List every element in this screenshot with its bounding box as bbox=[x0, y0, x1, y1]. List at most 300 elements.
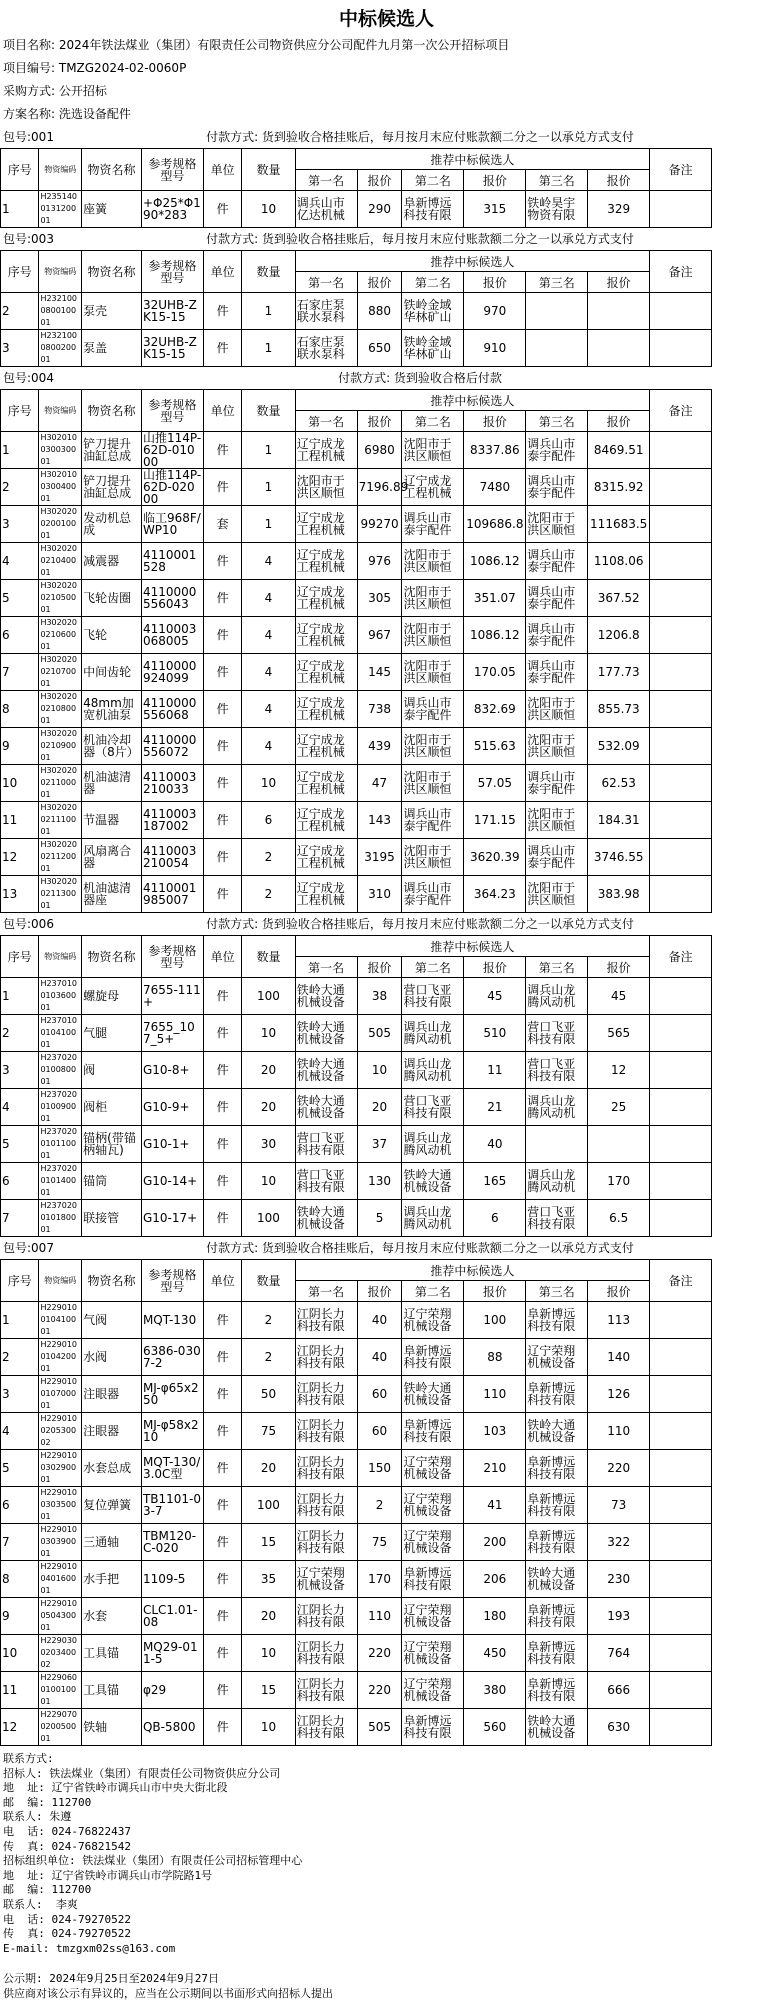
row-name: 减震器 bbox=[82, 543, 142, 580]
header-code: 物资编码 bbox=[39, 149, 82, 191]
third-price: 177.73 bbox=[588, 654, 650, 691]
row-unit: 件 bbox=[203, 765, 241, 802]
package-header bbox=[0, 913, 773, 935]
second-price: 41 bbox=[464, 1487, 526, 1524]
row-seq: 7 bbox=[1, 654, 39, 691]
first-price: 40 bbox=[357, 1339, 402, 1376]
first-candidate: 江阴长力科技有限 bbox=[295, 1598, 357, 1635]
row-name: 泵壳 bbox=[82, 293, 142, 330]
third-price: 111683.5 bbox=[588, 506, 650, 543]
second-price: 170.05 bbox=[464, 654, 526, 691]
project-meta bbox=[0, 34, 773, 126]
second-candidate: 调兵山龙腾风动机 bbox=[402, 1052, 464, 1089]
second-price: 109686.8 bbox=[464, 506, 526, 543]
first-price: 6980 bbox=[357, 432, 402, 469]
third-candidate: 调兵山龙腾风动机 bbox=[526, 978, 588, 1015]
row-remark bbox=[650, 1635, 712, 1672]
row-spec: 4110003068005 bbox=[141, 617, 203, 654]
table-row bbox=[1, 1089, 772, 1126]
header-first: 第一名 bbox=[295, 411, 357, 432]
row-qty: 1 bbox=[242, 432, 295, 469]
second-price: 3620.39 bbox=[464, 839, 526, 876]
row-code: H302020021050001 bbox=[39, 580, 82, 617]
row-remark bbox=[650, 728, 712, 765]
header-price: 报价 bbox=[464, 272, 526, 293]
row-code: H235140013120001 bbox=[39, 191, 82, 228]
third-candidate: 阜新博远科技有限 bbox=[526, 1524, 588, 1561]
second-candidate: 沈阳市于洪区顺恒 bbox=[402, 617, 464, 654]
row-unit: 件 bbox=[203, 1709, 241, 1746]
row-code: H302020021070001 bbox=[39, 654, 82, 691]
third-price: 170 bbox=[588, 1163, 650, 1200]
second-candidate: 调兵山市泰宇配件 bbox=[402, 506, 464, 543]
row-code: H237020010090001 bbox=[39, 1089, 82, 1126]
row-remark bbox=[650, 293, 712, 330]
row-remark bbox=[650, 802, 712, 839]
row-remark bbox=[650, 1561, 712, 1598]
first-candidate: 营口飞亚科技有限 bbox=[295, 1163, 357, 1200]
header-code: 物资编码 bbox=[39, 390, 82, 432]
row-code: H229070020050001 bbox=[39, 1709, 82, 1746]
row-seq: 1 bbox=[1, 978, 39, 1015]
package-number: 包号:006 bbox=[3, 917, 54, 931]
row-spec: 32UHB-ZK15-15 bbox=[141, 330, 203, 367]
row-spec: G10-1+ bbox=[141, 1126, 203, 1163]
second-price: 515.63 bbox=[464, 728, 526, 765]
first-candidate: 辽宁荣翔机械设备 bbox=[295, 1561, 357, 1598]
first-price: 7196.89 bbox=[357, 469, 402, 506]
second-candidate: 辽宁荣翔机械设备 bbox=[402, 1672, 464, 1709]
row-seq: 4 bbox=[1, 543, 39, 580]
row-spec: 4110000924099 bbox=[141, 654, 203, 691]
table-row bbox=[1, 978, 772, 1015]
table-row bbox=[1, 191, 772, 228]
row-spec: 4110000556068 bbox=[141, 691, 203, 728]
third-price: 140 bbox=[588, 1339, 650, 1376]
header-name: 物资名称 bbox=[82, 1260, 142, 1302]
row-remark bbox=[650, 580, 712, 617]
row-remark bbox=[650, 1413, 712, 1450]
first-price: 5 bbox=[357, 1200, 402, 1237]
second-candidate: 辽宁荣翔机械设备 bbox=[402, 1635, 464, 1672]
row-unit: 件 bbox=[203, 802, 241, 839]
row-name: 泵盖 bbox=[82, 330, 142, 367]
header-code: 物资编码 bbox=[39, 1260, 82, 1302]
row-code: H237020010110001 bbox=[39, 1126, 82, 1163]
first-price: 650 bbox=[357, 330, 402, 367]
row-seq: 6 bbox=[1, 1163, 39, 1200]
row-remark bbox=[650, 1163, 712, 1200]
header-first: 第一名 bbox=[295, 170, 357, 191]
row-name: 锚柄(带锚柄轴瓦) bbox=[82, 1126, 142, 1163]
third-candidate: 沈阳市于洪区顺恒 bbox=[526, 691, 588, 728]
row-remark bbox=[650, 1376, 712, 1413]
row-spec: 山推114P-62D-02000 bbox=[141, 469, 203, 506]
first-price: 290 bbox=[357, 191, 402, 228]
row-seq: 11 bbox=[1, 1672, 39, 1709]
row-code: H229010010700001 bbox=[39, 1376, 82, 1413]
row-name: 发动机总成 bbox=[82, 506, 142, 543]
row-remark bbox=[650, 617, 712, 654]
header-unit: 单位 bbox=[203, 936, 241, 978]
row-code: H302010030040001 bbox=[39, 469, 82, 506]
first-candidate: 江阴长力科技有限 bbox=[295, 1672, 357, 1709]
row-unit: 件 bbox=[203, 1089, 241, 1126]
first-price: 3195 bbox=[357, 839, 402, 876]
row-spec: CLC1.01-08 bbox=[141, 1598, 203, 1635]
row-code: H302020021080001 bbox=[39, 691, 82, 728]
row-qty: 10 bbox=[242, 1163, 295, 1200]
row-qty: 4 bbox=[242, 580, 295, 617]
table-row bbox=[1, 1413, 772, 1450]
header-third: 第三名 bbox=[526, 957, 588, 978]
first-candidate: 营口飞亚科技有限 bbox=[295, 1126, 357, 1163]
first-price: 20 bbox=[357, 1089, 402, 1126]
row-spec: 4110001528 bbox=[141, 543, 203, 580]
row-name: 铲刀提升油缸总成 bbox=[82, 469, 142, 506]
row-seq: 2 bbox=[1, 293, 39, 330]
row-remark bbox=[650, 1672, 712, 1709]
row-qty: 75 bbox=[242, 1413, 295, 1450]
row-seq: 4 bbox=[1, 1413, 39, 1450]
header-qty: 数量 bbox=[242, 149, 295, 191]
table-row bbox=[1, 839, 772, 876]
second-price: 1086.12 bbox=[464, 543, 526, 580]
row-code: H302010030030001 bbox=[39, 432, 82, 469]
row-remark bbox=[650, 1524, 712, 1561]
second-candidate: 铁岭大通机械设备 bbox=[402, 1376, 464, 1413]
contact-info bbox=[0, 1752, 773, 2002]
third-price: 8469.51 bbox=[588, 432, 650, 469]
row-remark bbox=[650, 1598, 712, 1635]
first-price: 145 bbox=[357, 654, 402, 691]
row-remark bbox=[650, 1450, 712, 1487]
row-qty: 35 bbox=[242, 1561, 295, 1598]
table-row bbox=[1, 1302, 772, 1339]
row-name: 复位弹簧 bbox=[82, 1487, 142, 1524]
first-candidate: 辽宁成龙工程机械 bbox=[295, 543, 357, 580]
third-candidate: 营口飞亚科技有限 bbox=[526, 1052, 588, 1089]
row-remark bbox=[650, 330, 712, 367]
second-candidate: 阜新博远科技有限 bbox=[402, 1413, 464, 1450]
third-candidate: 调兵山市泰宇配件 bbox=[526, 617, 588, 654]
first-price: 738 bbox=[357, 691, 402, 728]
table-row bbox=[1, 802, 772, 839]
row-qty: 50 bbox=[242, 1376, 295, 1413]
header-remark: 备注 bbox=[650, 251, 712, 293]
first-candidate: 辽宁成龙工程机械 bbox=[295, 580, 357, 617]
first-price: 10 bbox=[357, 1052, 402, 1089]
second-price: 210 bbox=[464, 1450, 526, 1487]
row-spec: MJ-φ65x250 bbox=[141, 1376, 203, 1413]
row-remark bbox=[650, 654, 712, 691]
candidate-table bbox=[0, 250, 772, 367]
second-candidate: 辽宁荣翔机械设备 bbox=[402, 1302, 464, 1339]
row-seq: 3 bbox=[1, 330, 39, 367]
header-code: 物资编码 bbox=[39, 936, 82, 978]
row-qty: 10 bbox=[242, 765, 295, 802]
row-code: H302020021100001 bbox=[39, 765, 82, 802]
row-unit: 件 bbox=[203, 1052, 241, 1089]
third-candidate bbox=[526, 1126, 588, 1163]
table-row bbox=[1, 293, 772, 330]
header-recommend: 推荐中标候选人 bbox=[295, 251, 649, 272]
row-spec: TB1101-03-7 bbox=[141, 1487, 203, 1524]
row-remark bbox=[650, 1089, 712, 1126]
third-candidate: 阜新博远科技有限 bbox=[526, 1376, 588, 1413]
first-candidate: 江阴长力科技有限 bbox=[295, 1450, 357, 1487]
first-candidate: 江阴长力科技有限 bbox=[295, 1709, 357, 1746]
third-candidate: 调兵山市泰宇配件 bbox=[526, 765, 588, 802]
row-qty: 2 bbox=[242, 1339, 295, 1376]
third-price: 367.52 bbox=[588, 580, 650, 617]
row-code: H229030020340002 bbox=[39, 1635, 82, 1672]
row-unit: 件 bbox=[203, 654, 241, 691]
header-remark: 备注 bbox=[650, 1260, 712, 1302]
header-row bbox=[1, 149, 772, 170]
second-candidate: 沈阳市于洪区顺恒 bbox=[402, 543, 464, 580]
first-price: 60 bbox=[357, 1413, 402, 1450]
third-price: 666 bbox=[588, 1672, 650, 1709]
row-seq: 11 bbox=[1, 802, 39, 839]
row-name: 气腿 bbox=[82, 1015, 142, 1052]
third-price: 1108.06 bbox=[588, 543, 650, 580]
row-spec: 4110003210054 bbox=[141, 839, 203, 876]
row-qty: 20 bbox=[242, 1450, 295, 1487]
row-name: 阀柜 bbox=[82, 1089, 142, 1126]
publicity-line: 公示期: 2024年9月25日至2024年9月27日 bbox=[3, 1972, 219, 1986]
third-price: 6.5 bbox=[588, 1200, 650, 1237]
second-price: 100 bbox=[464, 1302, 526, 1339]
row-name: 节温器 bbox=[82, 802, 142, 839]
page-title: 中标候选人 bbox=[338, 8, 434, 30]
row-qty: 2 bbox=[242, 876, 295, 913]
second-candidate: 调兵山市泰宇配件 bbox=[402, 691, 464, 728]
row-spec: 山推114P-62D-01000 bbox=[141, 432, 203, 469]
second-price: 970 bbox=[464, 293, 526, 330]
first-price: 143 bbox=[357, 802, 402, 839]
package-header bbox=[0, 1237, 773, 1259]
third-candidate: 调兵山龙腾风动机 bbox=[526, 1163, 588, 1200]
row-name: 铁轴 bbox=[82, 1709, 142, 1746]
second-candidate: 沈阳市于洪区顺恒 bbox=[402, 432, 464, 469]
candidate-table bbox=[0, 389, 772, 913]
first-candidate: 辽宁成龙工程机械 bbox=[295, 802, 357, 839]
second-price: 8337.86 bbox=[464, 432, 526, 469]
row-unit: 件 bbox=[203, 691, 241, 728]
header-qty: 数量 bbox=[242, 936, 295, 978]
row-unit: 件 bbox=[203, 1126, 241, 1163]
second-price: 364.23 bbox=[464, 876, 526, 913]
header-remark: 备注 bbox=[650, 149, 712, 191]
second-price: 206 bbox=[464, 1561, 526, 1598]
header-price: 报价 bbox=[464, 170, 526, 191]
table-row bbox=[1, 1015, 772, 1052]
third-price bbox=[588, 330, 650, 367]
first-price: 130 bbox=[357, 1163, 402, 1200]
row-qty: 4 bbox=[242, 617, 295, 654]
second-candidate: 阜新博远科技有限 bbox=[402, 1339, 464, 1376]
row-qty: 10 bbox=[242, 1635, 295, 1672]
header-qty: 数量 bbox=[242, 1260, 295, 1302]
row-unit: 件 bbox=[203, 469, 241, 506]
third-price: 322 bbox=[588, 1524, 650, 1561]
row-seq: 3 bbox=[1, 1052, 39, 1089]
third-price: 532.09 bbox=[588, 728, 650, 765]
row-spec: G10-17+ bbox=[141, 1200, 203, 1237]
third-price bbox=[588, 1126, 650, 1163]
row-qty: 20 bbox=[242, 1089, 295, 1126]
second-price: 1086.12 bbox=[464, 617, 526, 654]
header-second: 第二名 bbox=[402, 170, 464, 191]
third-price: 193 bbox=[588, 1598, 650, 1635]
third-price: 3746.55 bbox=[588, 839, 650, 876]
table-row bbox=[1, 728, 772, 765]
payment-terms: 付款方式: 货到验收合格挂账后，每月按月末应付账款额二分之一以承兑方式支付 bbox=[206, 1241, 634, 1255]
row-seq: 12 bbox=[1, 1709, 39, 1746]
third-price: 855.73 bbox=[588, 691, 650, 728]
second-candidate: 辽宁荣翔机械设备 bbox=[402, 1450, 464, 1487]
row-unit: 件 bbox=[203, 1524, 241, 1561]
row-seq: 12 bbox=[1, 839, 39, 876]
row-qty: 20 bbox=[242, 1052, 295, 1089]
row-name: 48mm加宽机油泵 bbox=[82, 691, 142, 728]
contact-line: 电 话: 024-76822437 bbox=[3, 1824, 131, 1838]
second-price: 103 bbox=[464, 1413, 526, 1450]
row-unit: 件 bbox=[203, 978, 241, 1015]
table-row bbox=[1, 580, 772, 617]
table-row bbox=[1, 506, 772, 543]
first-price: 2 bbox=[357, 1487, 402, 1524]
header-row bbox=[1, 936, 772, 957]
second-price: 165 bbox=[464, 1163, 526, 1200]
row-code: H302020021040001 bbox=[39, 543, 82, 580]
second-price: 57.05 bbox=[464, 765, 526, 802]
table-row bbox=[1, 654, 772, 691]
row-qty: 4 bbox=[242, 654, 295, 691]
row-unit: 件 bbox=[203, 1672, 241, 1709]
row-remark bbox=[650, 1487, 712, 1524]
header-price: 报价 bbox=[588, 411, 650, 432]
third-price: 329 bbox=[588, 191, 650, 228]
row-remark bbox=[650, 839, 712, 876]
row-code: H237010010410001 bbox=[39, 1015, 82, 1052]
row-seq: 2 bbox=[1, 1015, 39, 1052]
row-unit: 件 bbox=[203, 1561, 241, 1598]
row-code: H302020021110001 bbox=[39, 802, 82, 839]
table-row bbox=[1, 330, 772, 367]
second-candidate: 铁岭金域华林矿山 bbox=[402, 293, 464, 330]
second-candidate: 调兵山龙腾风动机 bbox=[402, 1200, 464, 1237]
header-recommend: 推荐中标候选人 bbox=[295, 936, 649, 957]
row-qty: 15 bbox=[242, 1524, 295, 1561]
second-price: 6 bbox=[464, 1200, 526, 1237]
row-unit: 件 bbox=[203, 432, 241, 469]
meta-line: 项目名称: 2024年铁法煤业（集团）有限责任公司物资供应分公司配件九月第一次公开招标项目 bbox=[3, 38, 510, 52]
row-remark bbox=[650, 1339, 712, 1376]
first-candidate: 辽宁成龙工程机械 bbox=[295, 691, 357, 728]
first-price: 880 bbox=[357, 293, 402, 330]
row-unit: 件 bbox=[203, 1450, 241, 1487]
third-price: 630 bbox=[588, 1709, 650, 1746]
second-candidate: 铁岭大通机械设备 bbox=[402, 1163, 464, 1200]
row-name: 水套 bbox=[82, 1598, 142, 1635]
third-price: 113 bbox=[588, 1302, 650, 1339]
row-qty: 2 bbox=[242, 1302, 295, 1339]
row-code: H229060010010001 bbox=[39, 1672, 82, 1709]
packages bbox=[0, 126, 773, 1746]
third-candidate: 阜新博远科技有限 bbox=[526, 1672, 588, 1709]
row-spec: 临工968F/WP10 bbox=[141, 506, 203, 543]
row-name: 飞轮齿圈 bbox=[82, 580, 142, 617]
first-candidate: 辽宁成龙工程机械 bbox=[295, 654, 357, 691]
row-unit: 件 bbox=[203, 1339, 241, 1376]
header-row bbox=[1, 1260, 772, 1281]
table-row bbox=[1, 765, 772, 802]
header-second: 第二名 bbox=[402, 957, 464, 978]
table-row bbox=[1, 1598, 772, 1635]
row-name: 水阀 bbox=[82, 1339, 142, 1376]
row-spec: G10-14+ bbox=[141, 1163, 203, 1200]
header-unit: 单位 bbox=[203, 390, 241, 432]
first-candidate: 江阴长力科技有限 bbox=[295, 1413, 357, 1450]
first-candidate: 辽宁成龙工程机械 bbox=[295, 765, 357, 802]
third-price: 62.53 bbox=[588, 765, 650, 802]
second-price: 110 bbox=[464, 1376, 526, 1413]
contact-line: 联系方式: bbox=[3, 1752, 54, 1765]
second-price: 40 bbox=[464, 1126, 526, 1163]
header-price: 报价 bbox=[588, 1281, 650, 1302]
header-unit: 单位 bbox=[203, 1260, 241, 1302]
row-spec: TBM120-C-020 bbox=[141, 1524, 203, 1561]
header-price: 报价 bbox=[357, 1281, 402, 1302]
contact-line: 邮 编: 112700 bbox=[3, 1795, 92, 1809]
row-unit: 件 bbox=[203, 728, 241, 765]
row-seq: 3 bbox=[1, 1376, 39, 1413]
row-name: 铲刀提升油缸总成 bbox=[82, 432, 142, 469]
row-name: 机油滤清器 bbox=[82, 765, 142, 802]
third-candidate: 调兵山市泰宇配件 bbox=[526, 654, 588, 691]
header-price: 报价 bbox=[464, 411, 526, 432]
contact-line: E-mail: tmzgxm02ss@163.com bbox=[3, 1941, 176, 1955]
header-seq: 序号 bbox=[1, 149, 39, 191]
third-candidate: 铁岭昊宇物资有限 bbox=[526, 191, 588, 228]
table-row bbox=[1, 876, 772, 913]
first-candidate: 铁岭大通机械设备 bbox=[295, 1015, 357, 1052]
row-remark bbox=[650, 469, 712, 506]
row-name: 飞轮 bbox=[82, 617, 142, 654]
first-candidate: 辽宁成龙工程机械 bbox=[295, 876, 357, 913]
header-price: 报价 bbox=[588, 957, 650, 978]
row-qty: 6 bbox=[242, 802, 295, 839]
table-row bbox=[1, 1200, 772, 1237]
row-name: 气阀 bbox=[82, 1302, 142, 1339]
third-candidate: 沈阳市于洪区顺恒 bbox=[526, 728, 588, 765]
third-price: 184.31 bbox=[588, 802, 650, 839]
row-qty: 30 bbox=[242, 1126, 295, 1163]
row-code: H229010050430001 bbox=[39, 1598, 82, 1635]
second-price: 7480 bbox=[464, 469, 526, 506]
contact-line: 招标组织单位: 铁法煤业（集团）有限责任公司招标管理中心 bbox=[3, 1854, 303, 1868]
row-code: H237020010140001 bbox=[39, 1163, 82, 1200]
third-price: 25 bbox=[588, 1089, 650, 1126]
row-qty: 15 bbox=[242, 1672, 295, 1709]
third-candidate: 铁岭大通机械设备 bbox=[526, 1413, 588, 1450]
table-row bbox=[1, 691, 772, 728]
row-remark bbox=[650, 506, 712, 543]
first-price: 310 bbox=[357, 876, 402, 913]
contact-line: 地 址: 辽宁省铁岭市调兵山市学院路1号 bbox=[3, 1868, 213, 1882]
